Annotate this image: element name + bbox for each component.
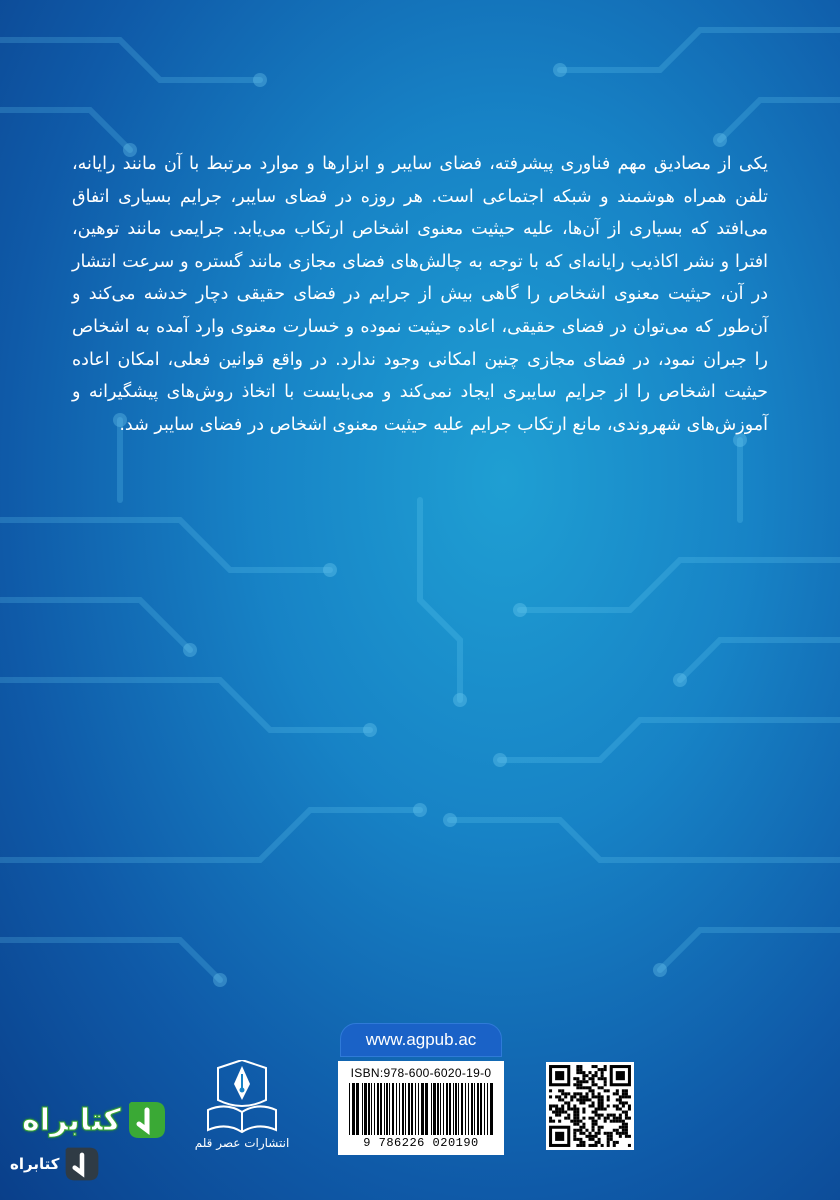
barcode-bar xyxy=(471,1083,473,1135)
publisher-website: www.agpub.ac xyxy=(340,1023,502,1057)
isbn-label: ISBN:978-600-6020-19-0 xyxy=(350,1066,492,1080)
ketabrah-logo-small-icon xyxy=(62,1144,102,1184)
barcode-bar xyxy=(396,1083,397,1135)
barcode-digits: 9 786226 020190 xyxy=(363,1136,479,1150)
publisher-logo xyxy=(194,1060,290,1156)
barcode-bar xyxy=(356,1083,359,1135)
barcode-bar xyxy=(415,1083,416,1135)
barcode-bar xyxy=(377,1083,379,1135)
barcode-bar xyxy=(480,1083,482,1135)
barcode-bar xyxy=(440,1083,441,1135)
barcode-bar xyxy=(364,1083,367,1135)
ketabrah-logo-icon xyxy=(125,1098,169,1142)
barcode-bar xyxy=(433,1083,436,1135)
barcode-bar xyxy=(384,1083,385,1135)
barcode-bar xyxy=(392,1083,394,1135)
barcode-bar xyxy=(477,1083,479,1135)
barcode-bar xyxy=(487,1083,488,1135)
barcode-bar xyxy=(449,1083,451,1135)
barcode-bar xyxy=(386,1083,388,1135)
barcode-bar xyxy=(411,1083,413,1135)
barcode-bar xyxy=(443,1083,444,1135)
barcode-bar xyxy=(465,1083,466,1135)
barcode-bar xyxy=(380,1083,382,1135)
barcode-bar xyxy=(349,1083,350,1135)
barcode-bar xyxy=(490,1083,493,1135)
barcode-bar xyxy=(431,1083,432,1135)
ketabrah-watermark-large xyxy=(22,1094,169,1146)
ketabrah-watermark-small xyxy=(10,1142,102,1186)
barcode-bar xyxy=(453,1083,454,1135)
back-cover-blurb: یکی از مصادیق مهم فناوری پیشرفته، فضای سایبر و ابزارها و موارد مرتبط با آن مانند رایانه، تلفن همراه هوشمند و شبکه اجتماعی است. هر روزه در فضای سایبر، جرایم بسیاری اتفاق می‌افتد که بسیاری از آن‌ها، علیه حیثیت معنوی اشخاص ارتکاب می‌یابد. جرایمی مانند توهین، افترا و نشر اکاذیب رایانه‌ای که با توجه به چالش‌های فضای مجازی مانند گستره و سرعت انتشار در آن، حیثیت معنوی اشخاص را گاهی بیش از جرایم در فضای حقیقی دچار خدشه می‌کند و آن‌طور که می‌توان در فضای حقیقی، اعاده حیثیت نموده و خسارت معنوی وارد آمده به اشخاص را جبران نمود، در فضای مجازی چنین امکانی وجود ندارد. در واقع قوانین فعلی، امکان اعاده حیثیت اشخاص را از جرایم سایبری ایجاد نمی‌کند و می‌بایست با اتخاذ روش‌های پیشگیرانه و آموزش‌های شهروندی، مانع ارتکاب جرایم علیه حیثیت معنوی اشخاص در فضای سایبر شد. xyxy=(72,154,768,435)
barcode-bar xyxy=(418,1083,419,1135)
barcode-bar xyxy=(421,1083,424,1135)
barcode-bar xyxy=(458,1083,459,1135)
barcode-bar xyxy=(455,1083,457,1135)
barcode-bar xyxy=(468,1083,469,1135)
barcode-bar xyxy=(368,1083,370,1135)
barcode-bar xyxy=(484,1083,485,1135)
isbn-barcode xyxy=(338,1061,504,1155)
barcode-bars xyxy=(347,1083,495,1135)
qr-code-icon xyxy=(546,1062,634,1150)
publisher-name: انتشارات عصر قلم xyxy=(194,1136,290,1150)
barcode-bar xyxy=(405,1083,406,1135)
barcode-bar xyxy=(362,1083,363,1135)
ketabrah-watermark-text: کتابراه xyxy=(22,1102,121,1138)
ketabrah-watermark-small-text: کتابراه xyxy=(10,1155,60,1173)
barcode-bar xyxy=(374,1083,375,1135)
barcode-bar xyxy=(408,1083,410,1135)
barcode-bar xyxy=(399,1083,400,1135)
barcode-bar xyxy=(402,1083,404,1135)
pen-book-icon xyxy=(202,1060,282,1134)
barcode-bar xyxy=(461,1083,463,1135)
barcode-bar xyxy=(446,1083,448,1135)
barcode-bar xyxy=(474,1083,475,1135)
barcode-bar xyxy=(425,1083,428,1135)
barcode-bar xyxy=(371,1083,372,1135)
barcode-bar xyxy=(437,1083,439,1135)
barcode-bar xyxy=(389,1083,390,1135)
barcode-bar xyxy=(352,1083,355,1135)
